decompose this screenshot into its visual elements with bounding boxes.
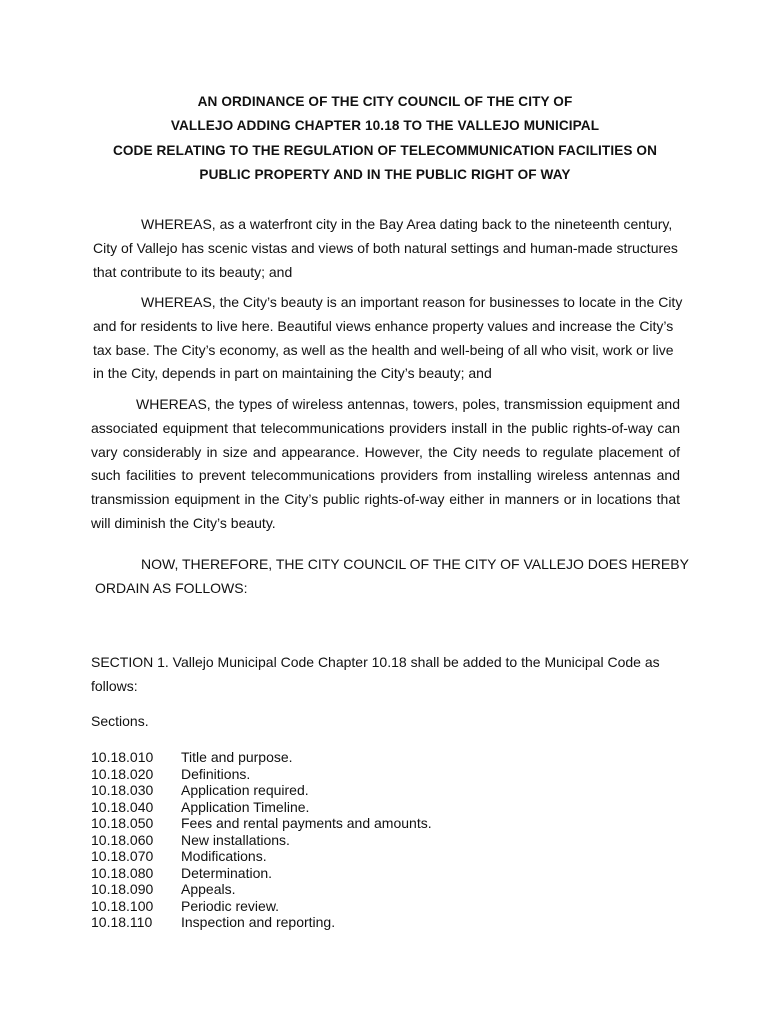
section-list-item	[91, 881, 432, 898]
section-title: Definitions.	[181, 765, 251, 782]
paragraph-line: follows:	[91, 677, 138, 694]
section-number: 10.18.040	[91, 798, 154, 815]
ordinance-title-line: PUBLIC PROPERTY AND IN THE PUBLIC RIGHT OF WAY	[199, 167, 571, 182]
now-therefore-paragraph	[95, 553, 689, 601]
section-list-item	[91, 799, 432, 816]
section-number: 10.18.030	[91, 782, 154, 798]
paragraph-line: ORDAIN AS FOLLOWS:	[95, 579, 248, 596]
section-list-item	[91, 749, 432, 766]
section-list-item	[91, 832, 432, 849]
whereas-paragraph-1	[93, 213, 683, 284]
paragraph-line: City of Vallejo has scenic vistas and views of both natural settings and human-made structures	[93, 239, 678, 256]
section-number: 10.18.090	[91, 881, 154, 897]
section-title: Fees and rental payments and amounts.	[181, 815, 432, 831]
sections-heading	[91, 710, 149, 734]
ordinance-title-line: AN ORDINANCE OF THE CITY COUNCIL OF THE CITY OF	[197, 94, 573, 109]
whereas-paragraph-3	[91, 393, 680, 536]
section-number: 10.18.110	[91, 914, 153, 930]
section-list-item	[91, 848, 432, 865]
paragraph-line: tax base. The City’s economy, as well as the health and well-being of all who visit, work or live	[93, 341, 674, 358]
section-list-item	[91, 865, 432, 882]
section-title: Application required.	[181, 782, 309, 798]
paragraph-line: WHEREAS, the City’s beauty is an important reason for businesses to locate in the City	[141, 294, 683, 310]
section-list-item	[91, 815, 432, 832]
paragraph-line: WHEREAS, as a waterfront city in the Bay Area dating back to the nineteenth century,	[141, 216, 673, 232]
ordinance-title-line: VALLEJO ADDING CHAPTER 10.18 TO THE VALLEJO MUNICIPAL	[170, 118, 600, 133]
paragraph-line: associated equipment that telecommunications providers install in the public rights-of-way can	[91, 419, 680, 436]
paragraph-line: SECTION 1. Vallejo Municipal Code Chapter 10.18 shall be added to the Municipal Code as	[91, 654, 660, 670]
section-number: 10.18.080	[91, 864, 154, 881]
sections-heading-text: Sections.	[91, 713, 149, 729]
ordinance-title-line: CODE RELATING TO THE REGULATION OF TELECOMMUNICATION FACILITIES ON	[112, 143, 658, 158]
paragraph-line: vary considerably in size and appearance. However, the City needs to regulate placement of	[91, 443, 680, 460]
paragraph-line: will diminish the City’s beauty.	[91, 514, 276, 531]
section-title: Periodic review.	[181, 897, 280, 914]
section-number: 10.18.020	[91, 765, 154, 782]
section-list-item	[91, 782, 432, 799]
paragraph-line: WHEREAS, the types of wireless antennas, towers, poles, transmission equipment and	[136, 396, 680, 412]
paragraph-line: and for residents to live here. Beautiful views enhance property values and increase the City’s	[93, 317, 674, 334]
sections-list	[91, 749, 432, 931]
section-list-item	[91, 766, 432, 783]
section-1-paragraph	[91, 651, 681, 699]
section-title: Application Timeline.	[181, 798, 310, 815]
paragraph-line: NOW, THEREFORE, THE CITY COUNCIL OF THE CITY OF VALLEJO DOES HEREBY	[141, 556, 689, 572]
whereas-paragraph-2	[93, 291, 683, 386]
section-list-item	[91, 898, 432, 915]
section-number: 10.18.100	[91, 897, 154, 914]
section-list-item	[91, 914, 432, 931]
paragraph-line: such facilities to prevent telecommunications providers from installing wireless antennas and	[91, 467, 680, 484]
section-number: 10.18.050	[91, 815, 154, 831]
section-title: Appeals.	[181, 881, 236, 897]
section-title: Modifications.	[181, 848, 267, 864]
section-title: New installations.	[181, 831, 290, 848]
section-number: 10.18.070	[91, 848, 154, 864]
section-number: 10.18.060	[91, 831, 154, 848]
section-title: Inspection and reporting.	[181, 914, 336, 930]
paragraph-line: that contribute to its beauty; and	[93, 263, 293, 280]
paragraph-line: transmission equipment in the City’s public rights-of-way either in manners or in locations that	[91, 491, 680, 508]
section-title: Determination.	[181, 864, 273, 881]
section-number: 10.18.010	[91, 749, 154, 765]
paragraph-line: in the City, depends in part on maintaining the City’s beauty; and	[93, 365, 492, 382]
section-title: Title and purpose.	[181, 749, 293, 765]
